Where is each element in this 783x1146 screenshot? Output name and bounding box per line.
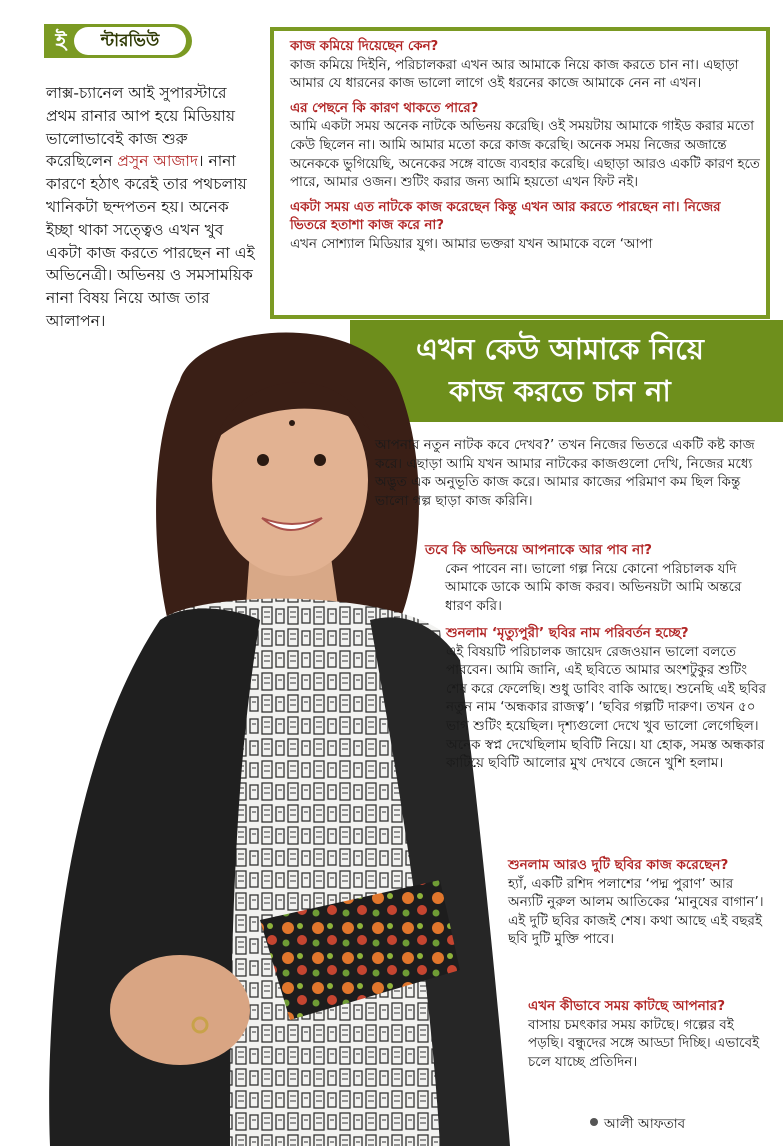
qa-block-4 — [528, 997, 768, 1071]
question-3: একটা সময় এত নাটকে কাজ করেছেন কিন্তু এখন আর করতে পারছেন না। নিজের ভিতরে হতাশা কাজ করে না? — [290, 199, 721, 234]
question-5: শুনলাম ‘মৃত্যুপুরী’ ছবির নাম পরিবর্তন হচ্ছে? — [446, 625, 689, 641]
answer-1: কাজ কমিয়ে দিইনি, পরিচালকরা এখন আর আমাকে নিয়ে কাজ করতে চান না। এছাড়া আমার যে ধারনের কাজ ভালো লাগে ওই ধরনের কাজে আমাকে নেন না এখন। — [290, 57, 739, 92]
intro-text-before: লাক্স-চ্যানেল আই সুপারস্টারে প্রথম রানার আপ হয়ে মিডিয়ায় ভালোভাবেই কাজ শুরু করেছিলেন — [46, 84, 235, 171]
question-6: শুনলাম আরও দুটি ছবির কাজ করেছেন? — [508, 857, 729, 873]
answer-2: আমি একটা সময় অনেক নাটকে অভিনয় করেছি। ওই সময়টায় আমাকে গাইড করার মতো কেউ ছিলেন না। আমি আমার মতো করে কাজ করেছি। অনেক সময় নিজের অজান্তে অনেককে ভুগিয়েছি, অনেকের সঙ্গে বাজে ব্যবহার করেছি। এছাড়া আরও একটি কারণ হতে পারে, আমার ওজন। শুটিং করার জন্য আমি হয়তো এখন ফিট নই। — [290, 119, 760, 191]
section-tag-label: ন্টারভিউ — [74, 27, 186, 55]
intro-text-after: । নানা কারণে হঠাৎ করেই তার পথচলায় খানিকটা ছন্দপতন হয়। অনেক ইচ্ছা থাকা সত্ত্বেও এখন খুব একটা কাজ করতে পারছেন না এই অভিনেত্রী। অভিনয় ও সমসাময়িক নানা বিষয় নিয়ে আজ তার আলাপন। — [46, 152, 255, 330]
answer-6: হ্যাঁ, একটি রশিদ পলাশের ‘পদ্ম পুরাণ’ আর অন্যটি নুরুল আলম আতিকের ‘মানুষের বাগান’। এই দুটি ছবির কাজই শেষ। কথা আছে এই বছরই ছবি দুটি মুক্তি পাবে। — [508, 875, 764, 948]
byline-bullet — [590, 1118, 598, 1126]
qa-block-2 — [446, 624, 768, 773]
headline-line-1: এখন কেউ আমাকে নিয়ে — [416, 332, 704, 366]
question-4: তবে কি অভিনয়ে আপনাকে আর পাব না? — [425, 542, 652, 558]
question-1: কাজ কমিয়ে দিয়েছেন কেন? — [290, 39, 439, 54]
answer-5: এই বিষয়টি পরিচালক জায়েদ রেজওয়ান ভালো বলতে পারবেন। আমি জানি, এই ছবিতে আমার অংশটুকুর শুটিং শেষ করে ফেলেছি। শুধু ডাবিং বাকি আছে। শুনেছি এই ছবির নতুন নাম ‘অন্ধকার রাজত্ব’। ‘ছবির গল্পটি দারুণ। তখন ৫০ ভাগ শুটিং হয়েছিল। দৃশ্যগুলো দেখে খুব ভালো লেগেছিল। অনেক স্বপ্ন দেখেছিলাম ছবিটি নিয়ে। যা হোক, সমস্ত অন্ধকার কাটিয়ে ছবিটি আলোর মুখ দেখবে জেনে খুশি হলাম। — [446, 643, 767, 772]
byline: আলী আফতাব — [604, 1116, 686, 1132]
continued-answer: আপনার নতুন নাটক কবে দেখব?’ তখন নিজের ভিতরে একটি কষ্ট কাজ করে। এছাড়া আমি যখন আমার নাটকের কাজগুলো দেখি, নিজের মধ্যে অদ্ভুত এক অনুভূতি কাজ করে। আমার কাজের পরিমাণ কম ছিল কিন্তু ভালো গল্প ছাড়া কাজ করিনি। — [375, 437, 755, 509]
qa-block-3 — [508, 856, 768, 949]
qa-block-1 — [425, 541, 765, 615]
top-qa-content — [290, 38, 760, 255]
intro-name: প্রসুন আজাদ — [117, 152, 198, 171]
question-7: এখন কীভাবে সময় কাটছে আপনার? — [528, 998, 726, 1014]
answer-3: এখন সোশ্যাল মিডিয়ার যুগ। আমার ভক্তরা যখন আমাকে বলে ‘আপা — [290, 236, 653, 252]
intro-paragraph — [46, 82, 256, 333]
answer-7: বাসায় চমৎকার সময় কাটছে। গল্পের বই পড়ছি। বন্ধুদের সঙ্গে আড্ডা দিচ্ছি। এভাবেই চলে যাচ্ছে প্রতিদিন। — [528, 1016, 760, 1070]
question-2: এর পেছনে কি কারণ থাকতে পারে? — [290, 100, 479, 116]
headline-line-2: কাজ করতে চান না — [449, 374, 671, 408]
section-tag-letter: ই — [55, 29, 67, 53]
answer-4: কেন পাবেন না। ভালো গল্প নিয়ে কোনো পরিচালক যদি আমাকে ডাকে আমি কাজ করব। অভিনয়টা আমি অন্তরে ধারণ করি। — [445, 560, 742, 614]
